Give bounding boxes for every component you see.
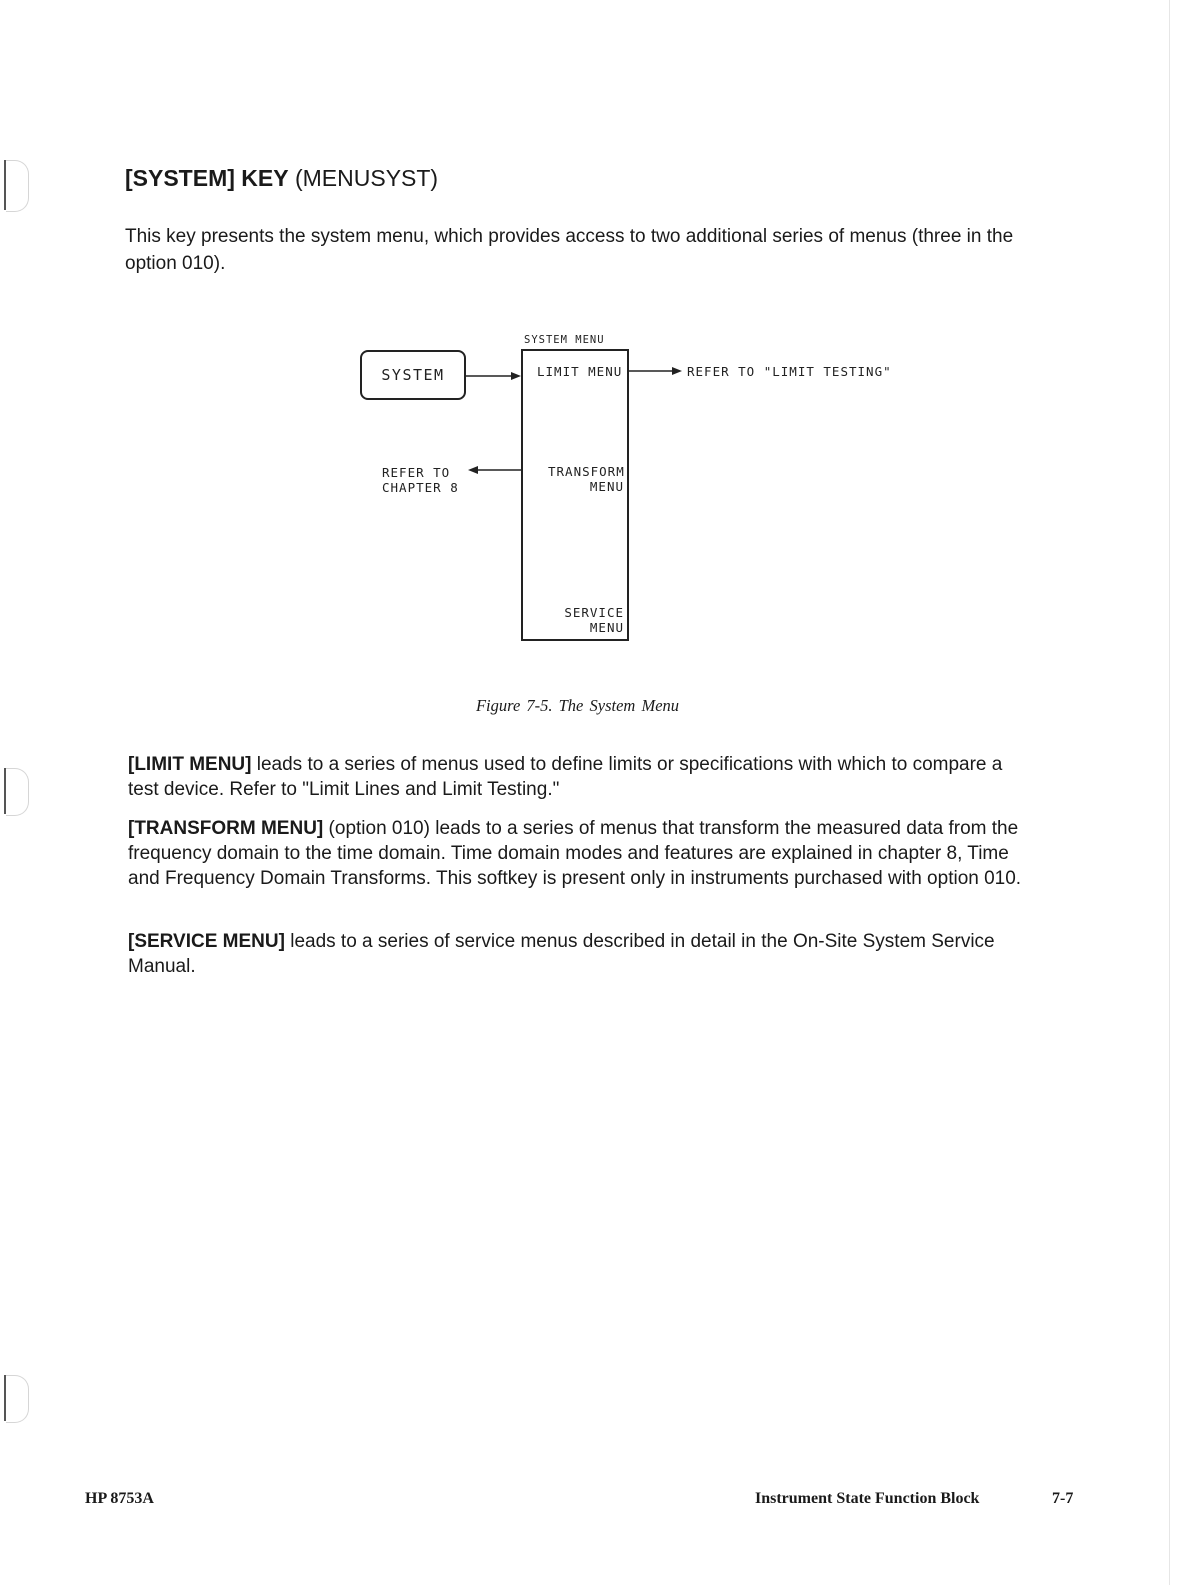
softkey-service-line1: SERVICE bbox=[564, 605, 624, 620]
transform-menu-paragraph bbox=[128, 816, 1033, 891]
transform-menu-key: [TRANSFORM MENU] bbox=[128, 818, 324, 839]
service-menu-key: [SERVICE MENU] bbox=[128, 931, 285, 952]
arrow-head-icon bbox=[468, 466, 478, 474]
title-key-label: [SYSTEM] KEY bbox=[125, 165, 289, 191]
page-number: 7-7 bbox=[1052, 1490, 1074, 1507]
limit-testing-ref: REFER TO "LIMIT TESTING" bbox=[687, 364, 892, 379]
limit-menu-key: [LIMIT MENU] bbox=[128, 754, 252, 775]
intro-paragraph: This key presents the system menu, which provides access to two additional series of menus (three in the option 010). bbox=[125, 226, 1014, 274]
limit-menu-text: leads to a series of menus used to define limits or specifications with which to compare a test device. Refer to "Limit Lines and Limit Testing." bbox=[128, 754, 1003, 800]
figure-caption: Figure 7-5. The System Menu bbox=[475, 696, 680, 715]
arrow-head-icon bbox=[672, 367, 682, 375]
system-hardkey: SYSTEM bbox=[360, 350, 466, 400]
limit-menu-paragraph bbox=[128, 752, 1033, 802]
softkey-service-line2: MENU bbox=[589, 620, 624, 635]
footer-section: Instrument State Function Block bbox=[755, 1490, 980, 1507]
softkey-transform-line1: TRANSFORM bbox=[548, 464, 625, 479]
chapter-ref-line1: REFER TO bbox=[382, 465, 451, 480]
system-menu-box bbox=[521, 349, 629, 641]
service-menu-paragraph bbox=[128, 929, 1033, 979]
service-menu-text: leads to a series of service menus described in detail in the On-Site System Service Manual. bbox=[128, 931, 995, 977]
chapter-ref-line2: CHAPTER 8 bbox=[382, 480, 459, 495]
softkey-transform-line2: MENU bbox=[589, 479, 624, 494]
menu-title: SYSTEM MENU bbox=[524, 334, 605, 346]
arrow-head-icon bbox=[511, 372, 521, 380]
footer-model: HP 8753A bbox=[85, 1490, 154, 1507]
transform-menu-text: (option 010) leads to a series of menus that transform the measured data from the frequency domain to the time domain. Time domain modes and features are explained in chapter 8, Time and Frequency Domain Transforms. This softkey is present only in instruments purchased with option 010. bbox=[128, 818, 1022, 889]
softkey-limit-menu: LIMIT MENU bbox=[537, 364, 623, 379]
title-mnemonic: (MENUSYST) bbox=[294, 165, 439, 191]
